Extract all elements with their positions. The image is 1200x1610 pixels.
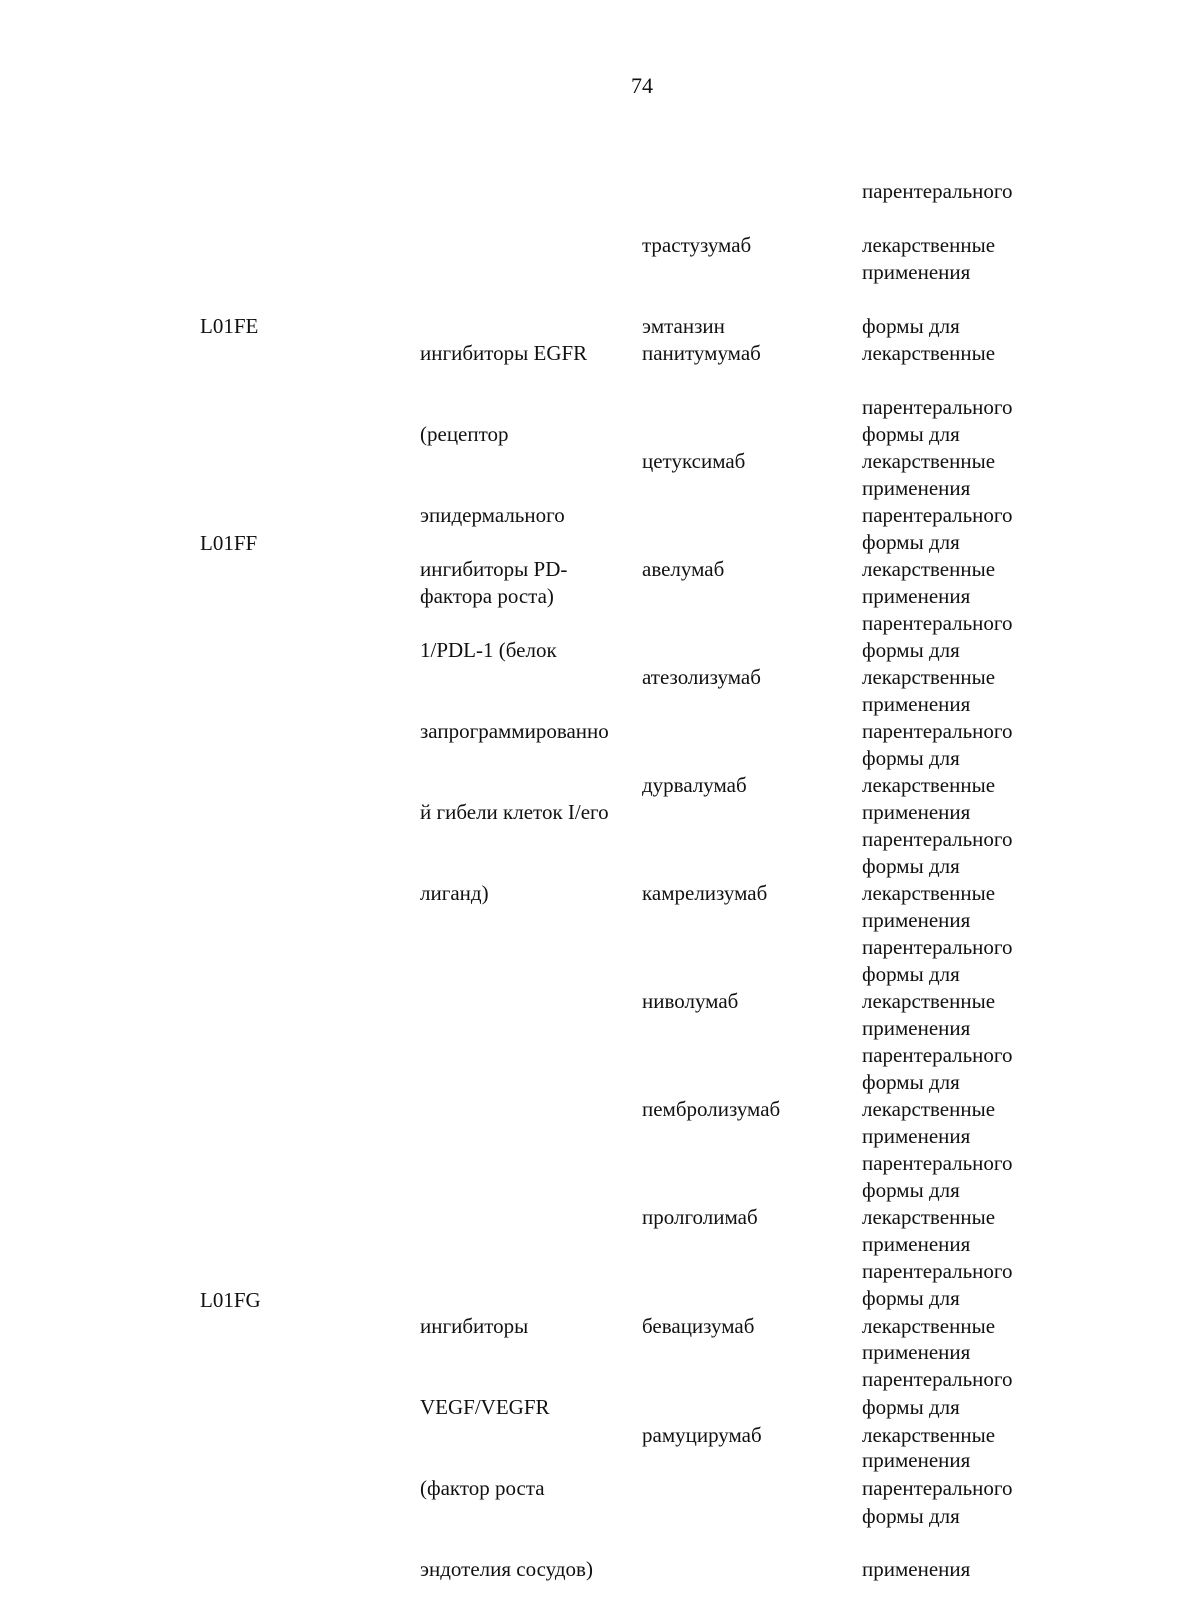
group-line: запрограммированно [420,719,609,743]
form-line: лекарственные [862,449,996,473]
drug-name-line: пролголимаб [642,1205,758,1229]
drug-name-line: цетуксимаб [642,449,746,473]
form-line: формы для [862,1395,960,1419]
form-line: парентерального [862,935,1013,959]
form-line: парентерального [862,827,1013,851]
drug-name-line: камрелизумаб [642,881,768,905]
form-line: лекарственные [862,233,996,257]
form-line: парентерального [862,719,1013,743]
group-line: ингибиторы [420,1314,529,1338]
form-line: применения [862,1232,971,1256]
form-line: лекарственные [862,557,996,581]
form-line: формы для [862,638,960,662]
form-line: применения [862,692,971,716]
form-line: лекарственные [862,881,996,905]
group-line: (рецептор [420,422,509,446]
drug-name [642,1368,762,1476]
form-line: парентерального [862,611,1013,635]
form-line: лекарственные [862,1314,996,1338]
form-line: формы для [862,746,960,770]
form-line: применения [862,908,971,932]
drug-name [642,286,761,394]
form-line: формы для [862,314,960,338]
form-line: формы для [862,1286,960,1310]
group-line: эпидермального [420,503,565,527]
form-line: применения [862,1016,971,1040]
form-line: парентерального [862,1476,1013,1500]
form-line: формы для [862,530,960,554]
drug-name-line: рамуцирумаб [642,1423,762,1447]
form-line: формы для [862,854,960,878]
form-line: лекарственные [862,773,996,797]
drug-name [642,718,747,826]
drug-name-line: пембролизумаб [642,1097,781,1121]
atc-code: L01FE [200,314,259,338]
form-line: применения [862,1124,971,1148]
group-line: эндотелия сосудов) [420,1557,593,1581]
form-line: формы для [862,1178,960,1202]
drug-name [642,934,738,1042]
drug-name [642,826,767,934]
form-line: лекарственные [862,1423,996,1447]
group-line: (фактор роста [420,1476,545,1500]
form-line: парентерального [862,179,1013,203]
form-line: формы для [862,962,960,986]
drug-name-line: атезолизумаб [642,665,761,689]
atc-code: L01FG [200,1288,261,1312]
form-line: применения [862,260,971,284]
group-line: ингибиторы EGFR [420,341,588,365]
drug-form [862,1368,995,1557]
atc-code: L01FF [200,531,258,555]
form-line: лекарственные [862,1097,996,1121]
group-line: ингибиторы PD- [420,557,568,581]
group-name [420,1259,593,1610]
form-line: применения [862,584,971,608]
form-line: применения [862,1340,971,1364]
form-line: парентерального [862,1043,1013,1067]
group-line: 1/PDL-1 (белок [420,638,557,662]
form-line: парентерального [862,1259,1013,1283]
drug-name [642,1042,780,1150]
form-line: применения [862,1448,971,1472]
form-line: парентерального [862,1151,1013,1175]
form-line: парентерального [862,395,1013,419]
form-line: применения [862,800,971,824]
form-line: лекарственные [862,1205,996,1229]
group-line: й гибели клеток I/его [420,800,609,824]
drug-name [642,394,745,502]
group-name [420,502,609,934]
drug-name [642,610,761,718]
form-line: лекарственные [862,989,996,1013]
group-line: лиганд) [420,881,489,905]
drug-name-line: ниволумаб [642,989,739,1013]
group-line: фактора роста) [420,584,554,608]
form-line: формы для [862,422,960,446]
drug-name [642,1259,754,1367]
group-line: VEGF/VEGFR [420,1395,550,1419]
drug-name-line: эмтанзин [642,314,725,338]
drug-name-line: авелумаб [642,557,725,581]
form-line: лекарственные [862,341,996,365]
drug-name-line: дурвалумаб [642,773,747,797]
drug-name-line: бевацизумаб [642,1314,755,1338]
drug-name-line: трастузумаб [642,233,752,257]
form-line: формы для [862,1070,960,1094]
drug-name [642,1150,758,1258]
drug-name-line: панитумумаб [642,341,761,365]
form-line: применения [862,1557,971,1581]
form-line: парентерального [862,1367,1013,1391]
form-line: применения [862,476,971,500]
form-line: лекарственные [862,665,996,689]
page-number: 74 [631,73,653,98]
drug-name [642,502,724,610]
form-line: формы для [862,1504,960,1528]
form-line: парентерального [862,503,1013,527]
